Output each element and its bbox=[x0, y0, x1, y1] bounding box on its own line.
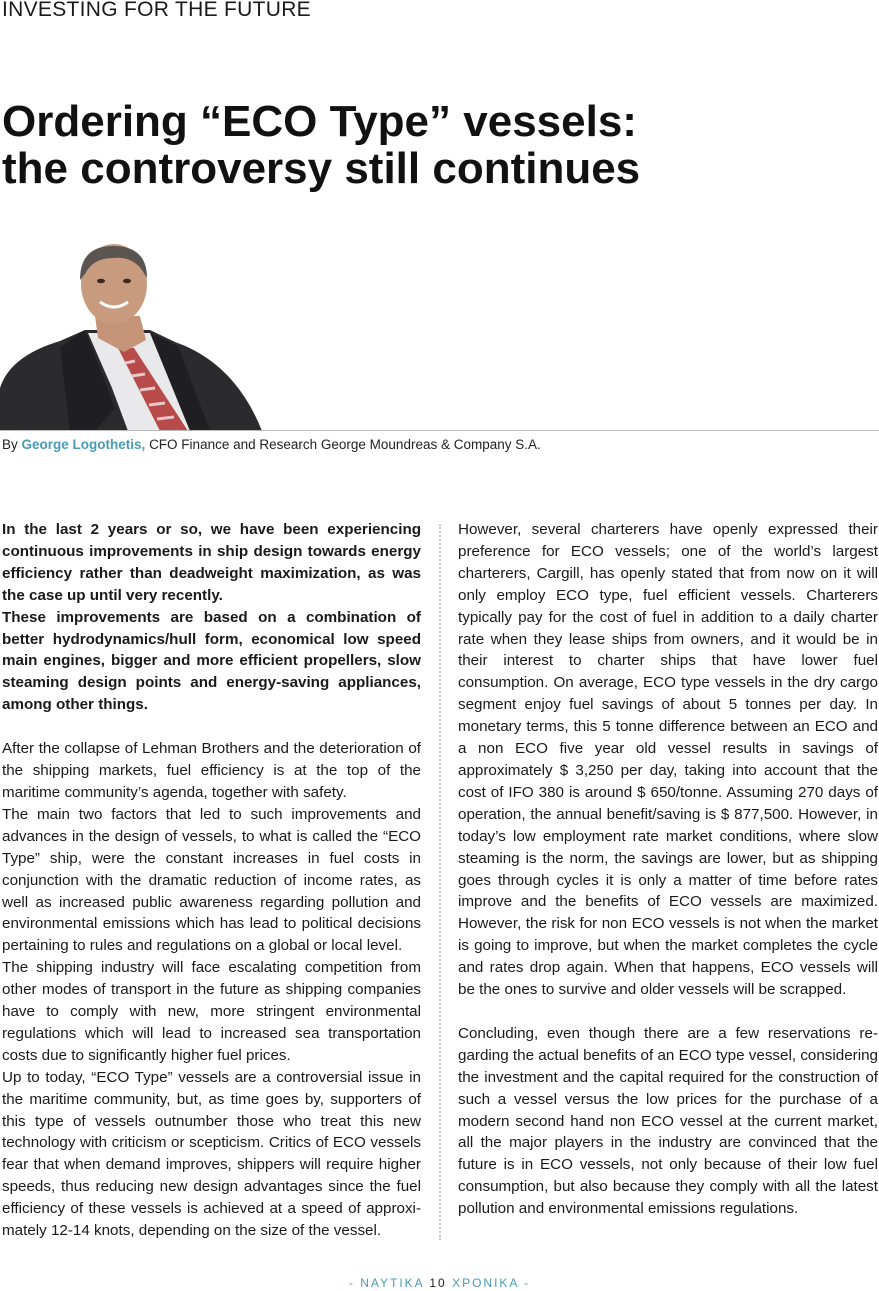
byline-prefix: By bbox=[2, 437, 18, 452]
footer-dash-right: - bbox=[524, 1276, 531, 1290]
footer-word-1: ΝΑΥΤΙΚΑ bbox=[360, 1276, 425, 1290]
byline bbox=[2, 437, 541, 452]
concluding-paragraph: Concluding, even though there are a few reservations regarding the actual benefits of an ECO type vessel, considering the investment and the capital required for the construction of such a vessel versus the low prices for the purchase of a modern second hand non ECO vessel at the current market, all the major players in the industry are convinced that the future is in ECO vessels, not only because of their low fuel consumption, but also because they comply with all the latest pollution and environmental emissions regulations. bbox=[458, 1024, 878, 1218]
page-title bbox=[2, 98, 872, 192]
title-line-1: Ordering “ECO Type” vessels: bbox=[2, 97, 637, 146]
page-footer bbox=[0, 1276, 879, 1290]
footer-dash-left: - bbox=[348, 1276, 355, 1290]
section-label: INVESTING FOR THE FUTURE bbox=[2, 0, 311, 21]
byline-divider bbox=[0, 430, 879, 431]
right-column bbox=[458, 519, 878, 1220]
left-column bbox=[2, 519, 421, 1242]
author-photo bbox=[0, 238, 270, 431]
lead-paragraph-1: In the last 2 years or so, we have been experiencing continuous improvements in ship design towards energy efficiency rather than deadweight maximization, as was the case up until very recently. bbox=[2, 521, 421, 604]
author-name: George Logothetis, bbox=[21, 437, 146, 452]
author-portrait-illustration bbox=[0, 238, 270, 431]
body-paragraph-4: Up to today, “ECO Type” vessels are a controversial issue in the maritime community, but, as time goes by, supporters of this type of vessels outnumber those who treat this new technology with criticism or scepticism. Critics of ECO vessels fear that when demand improves, shippers will require higher speeds, thus reducing new design advantages since the fuel efficiency of these vessels is achieved at a speed of approximately 12-14 knots, depending on the size of the vessel. bbox=[2, 1068, 421, 1240]
body-paragraph-3: The shipping industry will face escalating competition from other modes of transport in the future as shipping companies have to comply with new, more stringent environmental regulations which will lead to increased sea transportation costs due to significantly higher fuel prices. bbox=[2, 959, 421, 1064]
title-line-2: the controversy still continues bbox=[2, 144, 641, 193]
footer-word-2: ΧΡΟΝΙΚΑ bbox=[452, 1276, 519, 1290]
body-paragraph-1: After the collapse of Lehman Brothers and the deterioration of the shipping markets, fuel efficiency is at the top of the maritime community’s agenda, together with safety. bbox=[2, 740, 421, 801]
lead-paragraph-2: These improvements are based on a combination of better hydrodynamics/hull form, economical low speed main engines, bigger and more efficient propellers, slow steaming design points and energy-saving appliances, among other things. bbox=[2, 608, 421, 714]
body-paragraph-2: The main two factors that led to such improvements and advances in the design of vessels, to what is called the “ECO Type” ship, were the constant increases in fuel costs in conjunction with the dramatic reduction of income rates, as well as increased public awareness regarding pollution and environmental emissions which has lead to political decisions pertaining to rules and regulations on a global or local level. bbox=[2, 805, 421, 955]
page-number: 10 bbox=[429, 1276, 447, 1290]
author-role: CFO Finance and Research George Moundreas & Company S.A. bbox=[149, 437, 541, 452]
column-divider bbox=[439, 524, 441, 1240]
body-paragraph-5: However, several charterers have openly expressed their preference for ECO vessels; one of the world’s largest charterers, Cargill, has openly stated that from now on it will only employ ECO type, fuel efficient vessels. Charterers typically pay for the cost of fuel in addition to a daily charter rate when they lease ships from owners, and it would be in their interest to charter ships that have lower fuel consumption. On average, ECO type vessels in the dry cargo segment enjoy fuel savings of about 5 tonnes per day. In monetary terms, this 5 tonne difference between an ECO and a non ECO five year old vessel results in savings of approximately $ 3,250 per day, taking into account that the cost of IFO 380 is around $ 650/tonne. Assuming 270 days of operation, the annual benefit/saving is $ 877,500. However, in today’s low employment rate market conditions, where slow steaming is the norm, the savings are lower, but as shipping goes through cycles it is only a matter of time before rates improve and the benefits of ECO vessels are maximized. However, the risk for non ECO vessels is not when the market is going to improve, but when the market completes the cycle and rates drop again. When that happens, ECO vessels will be the ones to survive and older vessels will be scrapped. bbox=[458, 521, 878, 999]
